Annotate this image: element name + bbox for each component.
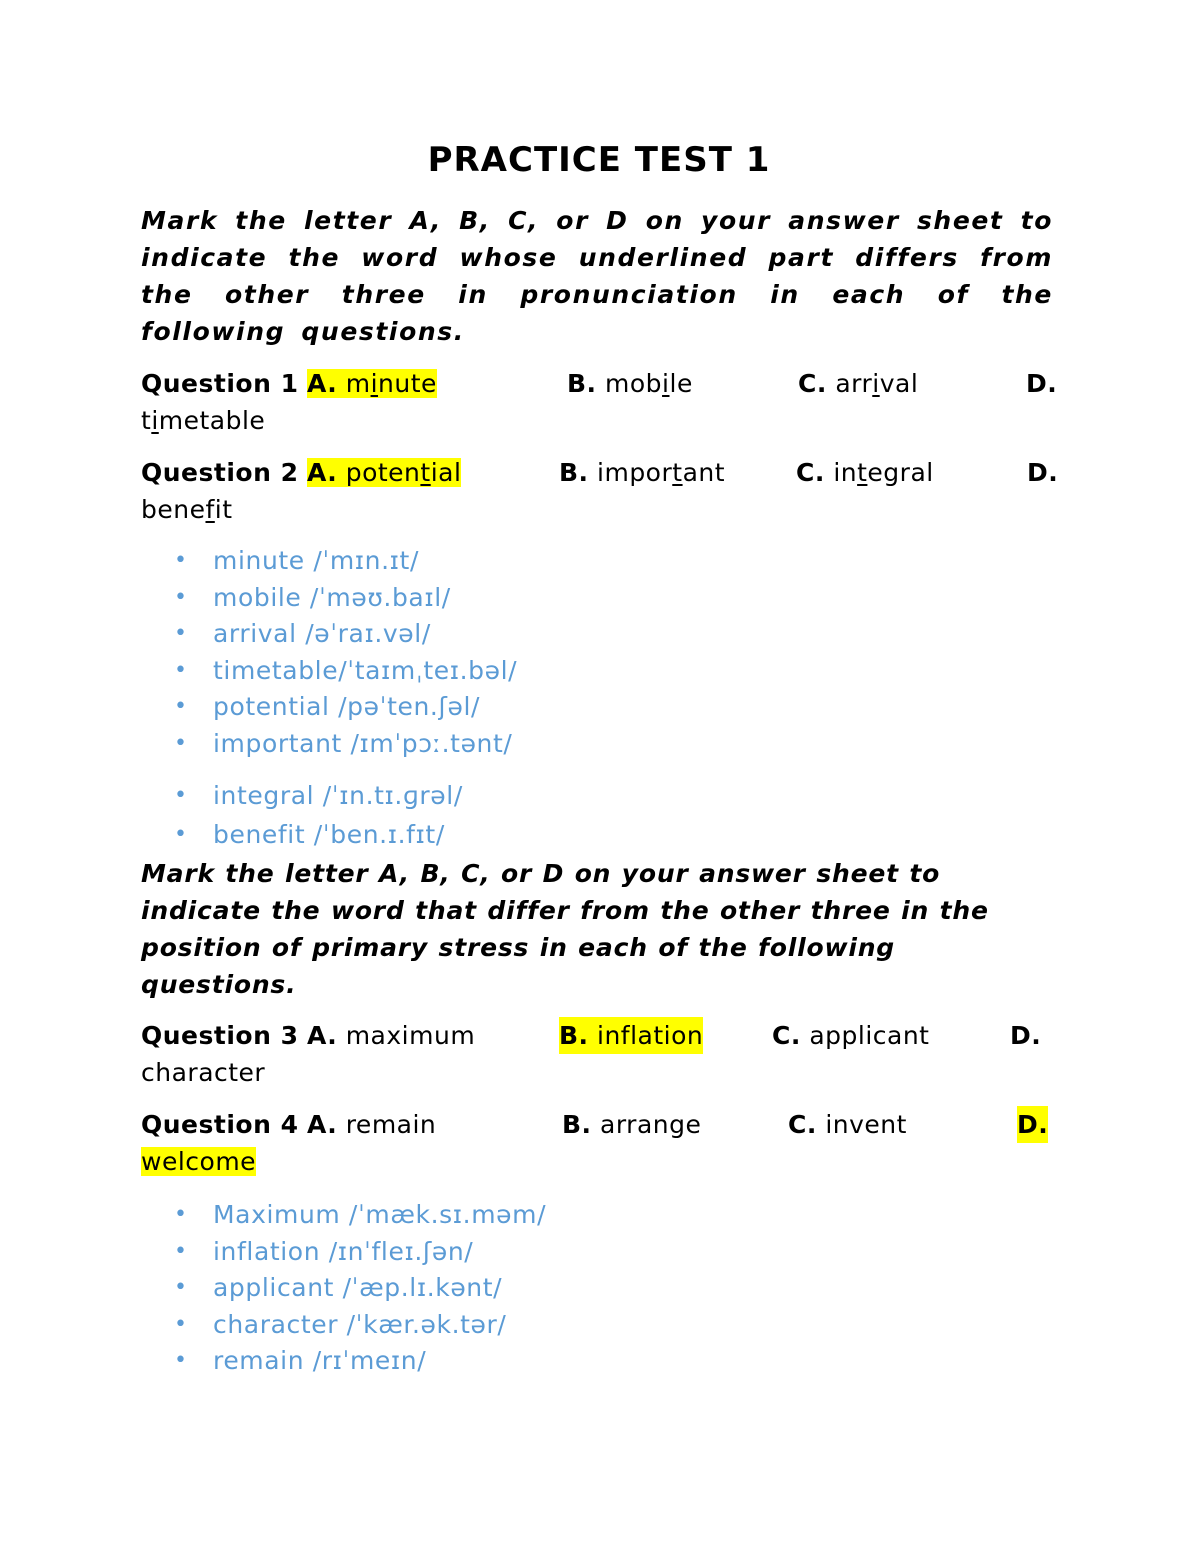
option-a-word: maximum: [345, 1021, 476, 1050]
option-letter: B.: [559, 458, 589, 487]
bullet-icon: •: [174, 584, 188, 610]
option-b-word: important: [597, 458, 726, 487]
option-d-word: benefit: [141, 495, 233, 524]
list-item: • arrival /əˈraɪ.vəl/: [141, 616, 517, 653]
pronunciation-list-2: [141, 1197, 546, 1380]
option-letter: D.: [1017, 1106, 1048, 1143]
question-label: Question 3: [141, 1021, 299, 1050]
option-b-word: mobile: [605, 369, 693, 398]
list-item: • important /ɪmˈpɔː.tənt/: [141, 726, 517, 763]
stress-instruction: Mark the letter A, B, C, or D on your answer sheet to indicate the word that differ from the other three in the position of primary stress in each of the following questions.: [141, 859, 989, 999]
bullet-icon: •: [174, 1238, 188, 1264]
option-a-word: minute: [345, 369, 437, 398]
option-letter: D.: [1010, 1021, 1042, 1050]
question-1: [141, 365, 1057, 439]
option-letter: D.: [1027, 458, 1059, 487]
option-letter: A.: [306, 1021, 338, 1050]
list-item: • integral /ˈɪn.tɪ.ɡrəl/: [141, 778, 517, 815]
list-item: • applicant /ˈæp.lɪ.kənt/: [141, 1270, 546, 1307]
list-item: • benefit /ˈben.ɪ.fɪt/: [141, 817, 517, 854]
option-letter: A.: [306, 1110, 338, 1139]
list-item: • inflation /ɪnˈfleɪ.ʃən/: [141, 1234, 546, 1271]
option-a-word: remain: [345, 1110, 437, 1139]
option-letter: B.: [559, 1021, 589, 1050]
option-b-word: arrange: [600, 1110, 702, 1139]
option-letter: D.: [1026, 369, 1058, 398]
bullet-icon: •: [174, 548, 188, 573]
list-item: • character /ˈkær.ək.tər/: [141, 1307, 546, 1344]
bullet-icon: •: [174, 1348, 188, 1373]
question-4: [141, 1106, 1057, 1180]
option-c-word: arrival: [835, 369, 919, 398]
bullet-icon: •: [174, 730, 188, 756]
option-c-word: integral: [833, 458, 934, 487]
bullet-icon: •: [174, 621, 188, 646]
option-c-word: applicant: [809, 1021, 930, 1050]
list-item: • timetable/ˈtaɪmˌteɪ.bəl/: [141, 653, 517, 690]
bullet-icon: •: [174, 657, 188, 683]
question-2: [141, 454, 1057, 528]
list-item: • mobile /ˈməʊ.baɪl/: [141, 580, 517, 617]
list-item: • potential /pəˈten.ʃəl/: [141, 689, 517, 726]
question-label: Question 4: [141, 1110, 299, 1139]
list-item: • Maximum /ˈmæk.sɪ.məm/: [141, 1197, 546, 1234]
option-letter: A.: [306, 369, 338, 398]
option-letter: C.: [772, 1021, 801, 1050]
list-item: • minute /ˈmɪn.ɪt/: [141, 543, 517, 580]
option-d-word: character: [141, 1058, 266, 1087]
pronunciation-instruction: Mark the letter A, B, C, or D on your answer sheet to indicate the word whose underlined part differs from the other three in pronunciation in each of the following questions.: [141, 206, 1053, 346]
option-d-word: welcome: [141, 1147, 257, 1176]
bullet-icon: •: [174, 783, 188, 808]
bullet-icon: •: [174, 1311, 188, 1337]
question-3: [141, 1017, 1057, 1091]
page-title: PRACTICE TEST 1: [427, 140, 771, 180]
option-c-word: invent: [825, 1110, 907, 1139]
option-letter: A.: [306, 458, 338, 487]
pronunciation-list-1: [141, 543, 517, 853]
bullet-icon: •: [174, 821, 188, 847]
option-letter: C.: [788, 1110, 817, 1139]
question-label: Question 1: [141, 369, 299, 398]
option-letter: C.: [798, 369, 827, 398]
bullet-icon: •: [174, 1202, 188, 1227]
option-letter: B.: [567, 369, 597, 398]
option-letter: C.: [796, 458, 825, 487]
option-b-word: inflation: [597, 1021, 704, 1050]
question-label: Question 2: [141, 458, 299, 487]
option-d-word: timetable: [141, 406, 266, 435]
option-a-word: potential: [345, 458, 462, 487]
bullet-icon: •: [174, 1275, 188, 1300]
bullet-icon: •: [174, 694, 188, 719]
list-item: • remain /rɪˈmeɪn/: [141, 1343, 546, 1380]
option-letter: B.: [562, 1110, 592, 1139]
